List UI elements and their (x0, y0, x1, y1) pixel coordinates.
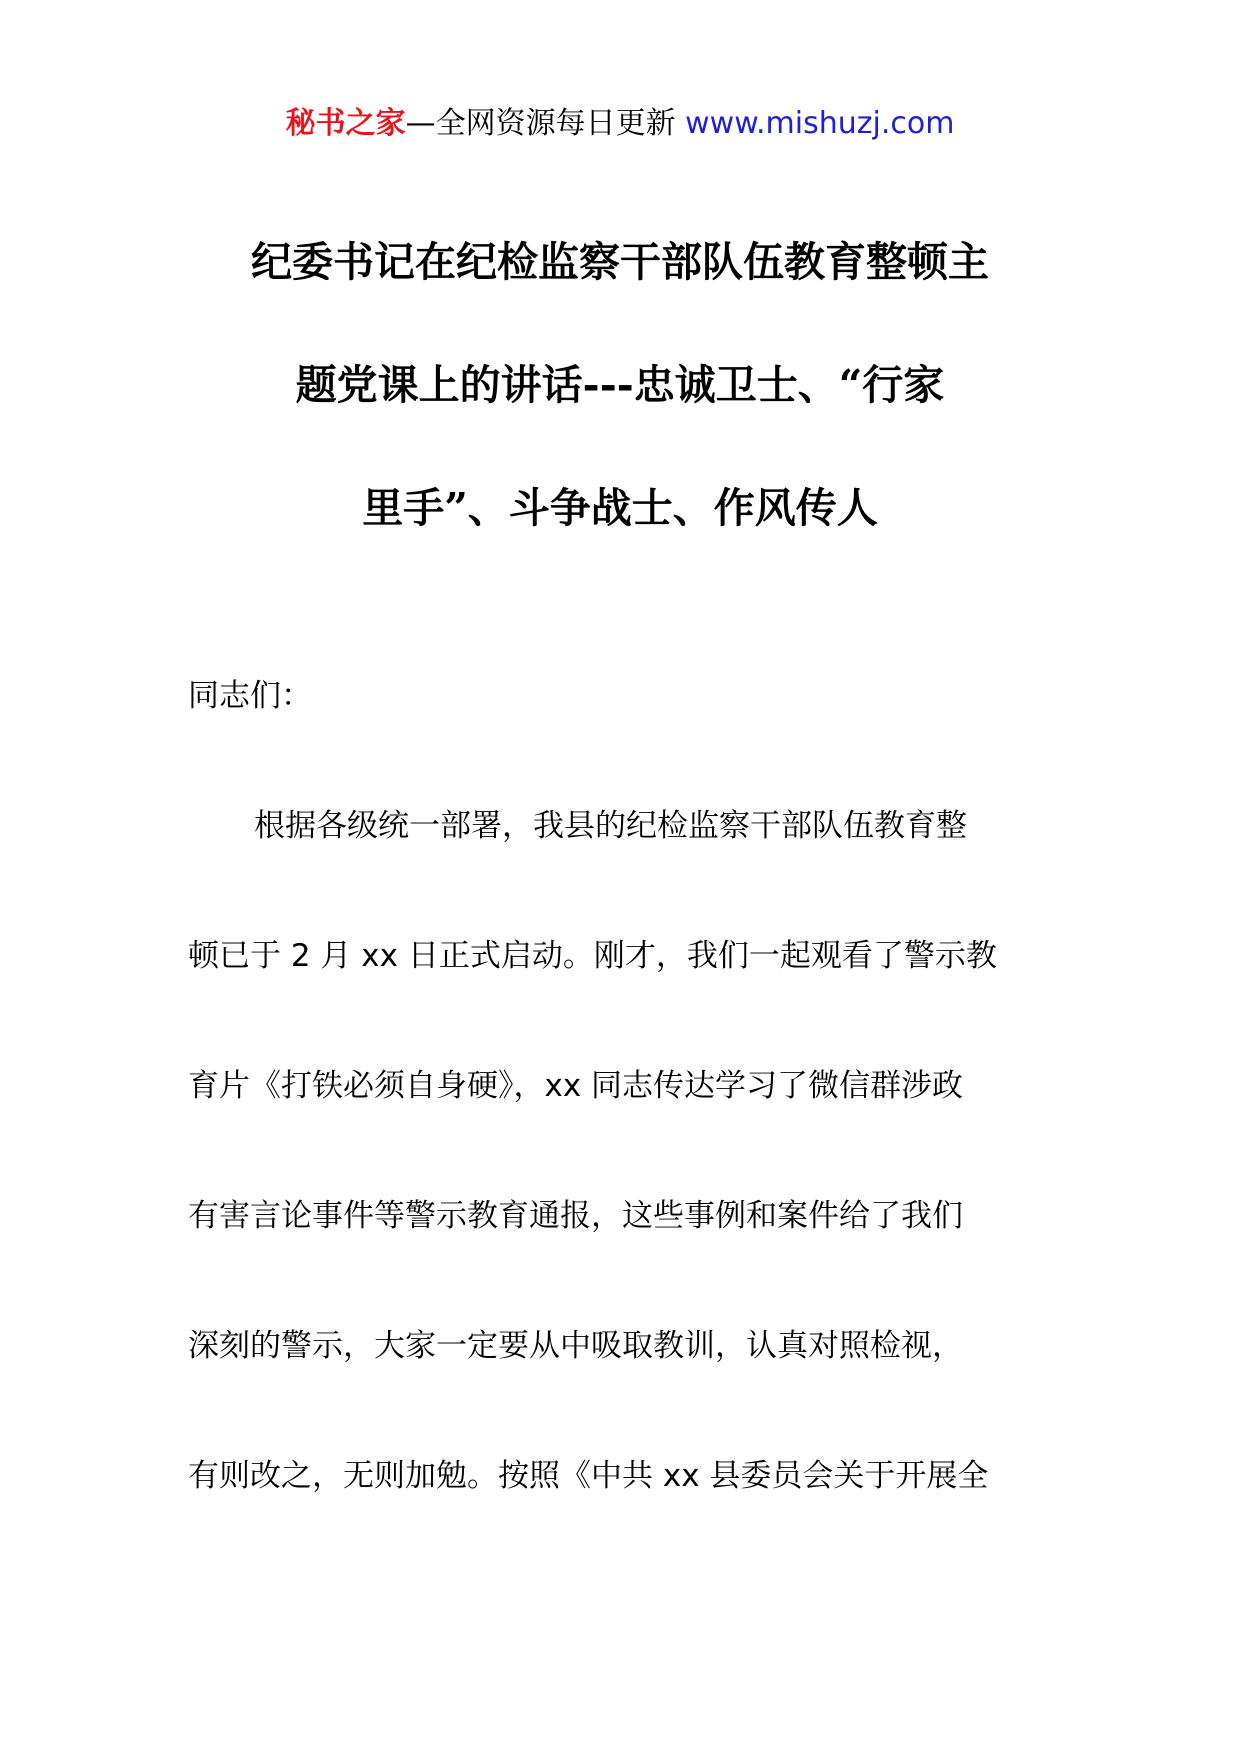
title-line: 题党课上的讲话---忠诚卫士、“行家 (295, 361, 945, 409)
brand-name: 秘书之家 (285, 106, 406, 141)
document-body (188, 672, 1068, 1582)
site-url-link[interactable]: www.mishuzj.com (685, 106, 955, 141)
body-line: 育片《打铁必须自身硬》，xx 同志传达学习了微信群涉政 (188, 1068, 964, 1104)
salutation: 同志们： (188, 678, 312, 714)
document-title (150, 232, 1090, 601)
body-line: 有则改之，无则加勉。按照《中共 xx 县委员会关于开展全 (188, 1458, 989, 1494)
title-line: 里手”、斗争战士、作风传人 (362, 484, 878, 532)
body-line: 顿已于 2 月 xx 日正式启动。刚才，我们一起观看了警示教 (188, 938, 997, 974)
body-line: 深刻的警示，大家一定要从中吸取教训，认真对照检视， (188, 1328, 963, 1364)
title-line: 纪委书记在纪检监察干部队伍教育整顿主 (251, 238, 989, 286)
site-header (0, 100, 1240, 148)
body-line: 根据各级统一部署，我县的纪检监察干部队伍教育整 (254, 808, 967, 844)
site-tagline: —全网资源每日更新 (405, 106, 676, 141)
body-line: 有害言论事件等警示教育通报，这些事例和案件给了我们 (188, 1198, 963, 1234)
